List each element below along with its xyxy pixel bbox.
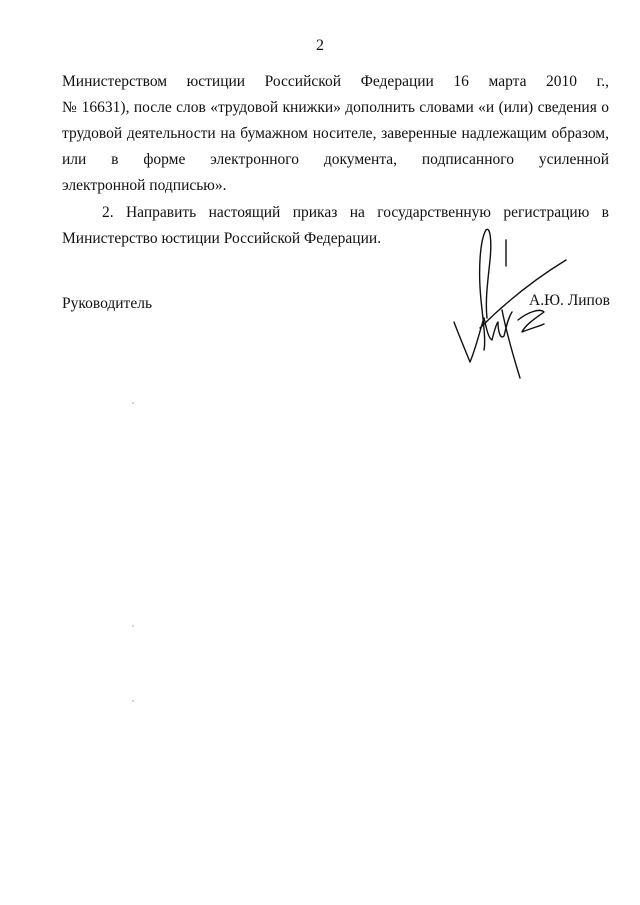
paragraph-line: Министерством юстиции Российской Федерации 16 марта 2010 г., [62,73,609,90]
scan-speck [132,625,134,627]
paragraph-line: или в форме электронного документа, подписанного усиленной [62,151,609,168]
signatory-name: А.Ю. Липов [529,292,610,309]
page-number: 2 [316,37,324,54]
paragraph-line: электронной подписью». [62,177,227,194]
paragraph-line: трудовой деятельности на бумажном носителе, заверенные надлежащим образом, [62,125,609,142]
scan-speck [132,402,134,404]
handwritten-signature [440,200,580,385]
paragraph-line: 2. Направить настоящий приказ на государственную регистрацию в [102,204,609,221]
signatory-title: Руководитель [62,295,153,312]
paragraph-line: Министерство юстиции Российской Федерации. [62,230,382,247]
paragraph-line: № 16631), после слов «трудовой книжки» дополнить словами «и (или) сведения о [62,99,609,116]
scan-speck [132,700,134,702]
